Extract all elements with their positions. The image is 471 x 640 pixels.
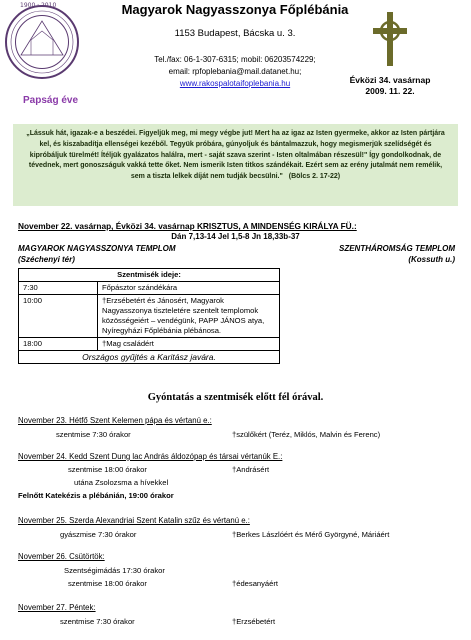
day-line-left: gyászmise 7:30 órakor xyxy=(60,530,137,539)
day-line-left: Szentségimádás 17:30 órakor xyxy=(64,566,165,575)
church-right-sub: (Kossuth u.) xyxy=(408,255,455,264)
schedule-intention: †Mag családért xyxy=(98,338,280,351)
seal-inner-ring xyxy=(15,15,69,69)
contact-email: email: rpfoplebania@mail.datanet.hu; xyxy=(168,67,302,76)
schedule-intention: Főpásztor szándékára xyxy=(98,282,280,295)
contact-phone: Tel./fax: 06-1-307-6315; mobil: 06203574229; xyxy=(154,55,316,64)
day-line-right: †Berkes Lászlóért és Mérő Györgyné, Máriáért xyxy=(232,530,390,539)
catechesis-note: Felnőtt Katekézis a plébánián, 19:00 órakor xyxy=(18,491,174,500)
schedule-intention: †Erzsébetért és Jánosért, Magyarok Nagyasszonya tiszteletére szentelt templomok közösségeiért – vendégünk, PAPP JÁNOS atya, Nyíregyházi Főplébánia plébánosa. xyxy=(98,295,280,338)
year-of-priests: Papság éve xyxy=(23,95,79,106)
table-row xyxy=(19,338,280,351)
sunday-label xyxy=(340,75,440,97)
day-line-right: †édesanyáért xyxy=(232,579,279,588)
schedule-time: 7:30 xyxy=(19,282,98,295)
sunday-date: 2009. 11. 22. xyxy=(365,86,415,96)
confession-notice: Gyóntatás a szentmisék előtt fél órával. xyxy=(147,392,324,403)
day-title: November 25. Szerda Alexandriai Szent Katalin szűz és vértanú e.: xyxy=(18,516,250,525)
table-row xyxy=(19,295,280,338)
day-line-right: †szülőkért (Teréz, Miklós, Malvin és Ferenc) xyxy=(232,430,381,439)
day-line-left: szentmise 7:30 órakor xyxy=(60,617,135,626)
day-title: November 23. Hétfő Szent Kelemen pápa és vértanú e.: xyxy=(18,416,212,425)
sunday-name: Évközi 34. vasárnap xyxy=(349,75,431,85)
table-row xyxy=(19,282,280,295)
parish-title: Magyarok Nagyasszonya Főplébánia xyxy=(121,2,349,17)
parish-address: 1153 Budapest, Bácska u. 3. xyxy=(174,28,296,39)
church-left-sub: (Széchenyi tér) xyxy=(18,255,75,264)
day-title: November 24. Kedd Szent Dung lac András áldozópap és társai vértanúk E.: xyxy=(18,452,283,461)
sunday-section-title: November 22. vasárnap, Évközi 34. vasárnap KRISZTUS, A MINDENSÉG KIRÁLYA FÜ.: xyxy=(18,221,357,231)
parish-seal-logo xyxy=(5,5,79,79)
quote-text: „Lássuk hát, igazak-e a beszédei. Figyeljük meg, mi megy végbe jut! Mert ha az igaz az Isten gyermeke, akkor az Isten pártjára kel, és kiszabadítja ellenségei kezéből. Tegyük próbára, gúnyoljuk és bántalmazzuk, hogy megismerjük szelídségét és kipróbáljuk türelmét! Ítéljük gyalázatos halálra, mert - saját szava szerint - Isten oltalmában részesül!" Így gondolkodnak, de tévednek, mert gonoszságuk vakká tette őket. Nem ismerik Isten titkos szándékait. Ezért sem az erény jutalmát nem remélik, sem a tiszta lelkek díját nem tudják becsülni." xyxy=(26,130,445,181)
church-left: MAGYAROK NAGYASSZONYA TEMPLOM xyxy=(18,244,176,253)
day-line-left: szentmise 18:00 órakor xyxy=(68,579,147,588)
church-right: SZENTHÁROMSÁG TEMPLOM xyxy=(339,244,455,253)
sunday-readings: Dán 7,13-14 Jel 1,5-8 Jn 18,33b-37 xyxy=(171,232,300,241)
day-title: November 27. Péntek: xyxy=(18,603,96,612)
collection-note: Országos gyűjtés a Karitász javára. xyxy=(19,351,280,364)
schedule-time: 18:00 xyxy=(19,338,98,351)
day-line-right: †Andrásért xyxy=(232,465,270,474)
mass-schedule-table xyxy=(18,268,280,364)
day-line-left: szentmise 7:30 órakor xyxy=(56,430,131,439)
quote-citation: (Bölcs 2. 17-22) xyxy=(288,173,341,181)
schedule-time: 10:00 xyxy=(19,295,98,338)
scripture-quote-box xyxy=(13,124,458,206)
day-line-right: †Erzsébetért xyxy=(232,617,276,626)
cross-icon xyxy=(370,10,410,68)
website-link[interactable]: www.rakospalotaifoplebania.hu xyxy=(179,79,291,88)
day-line-left: szentmise 18:00 órakor xyxy=(68,465,147,474)
seal-years: 1900 · 2010 xyxy=(20,2,57,9)
schedule-header: Szentmisék ideje: xyxy=(19,269,280,282)
day-line-left: utána Zsolozsma a hívekkel xyxy=(74,478,169,487)
day-title: November 26. Csütörtök: xyxy=(18,552,105,561)
contact-block xyxy=(110,54,360,90)
